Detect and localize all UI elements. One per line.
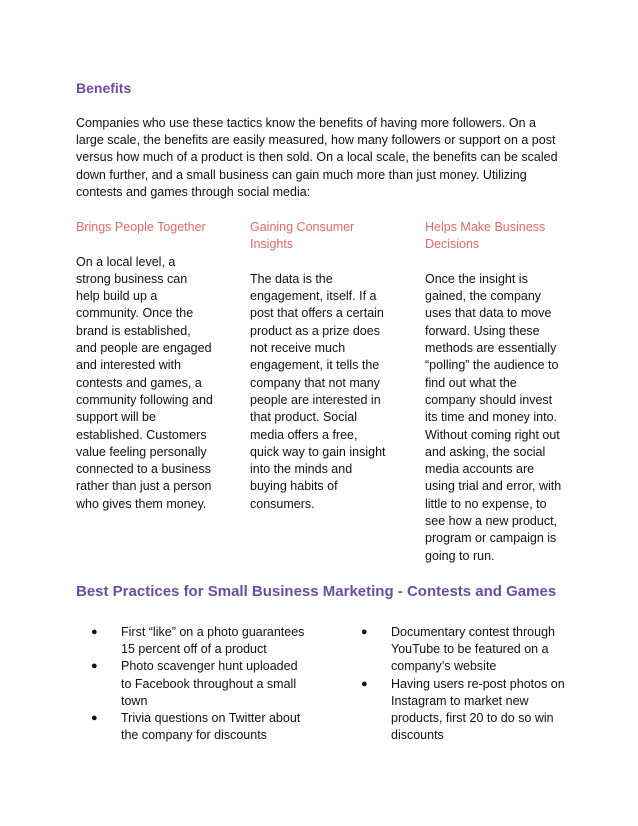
body-line: uses that data to move <box>425 306 552 321</box>
body-line: forward. Using these <box>425 323 540 338</box>
list-item-line: town <box>121 693 148 708</box>
intro-line: Companies who use these tactics know the benefits of having more followers. On a <box>76 116 536 130</box>
body-line: “polling” the audience to <box>425 358 559 373</box>
body-line: find out what the <box>425 375 517 390</box>
list-item-line: Instagram to market new <box>391 693 529 708</box>
bullet-icon: ● <box>361 626 368 638</box>
bullet-icon: ● <box>91 660 98 673</box>
benefit-column-body <box>425 271 590 565</box>
body-line: rather than just a person <box>76 479 212 494</box>
heading-line: Brings People Together <box>76 220 206 234</box>
body-line: product as a prize does <box>250 323 380 338</box>
heading-line: Decisions <box>425 237 480 252</box>
benefits-intro <box>76 115 576 201</box>
body-line: going to run. <box>425 548 495 563</box>
benefit-column-brings-people-together <box>76 219 241 513</box>
bullet-icon: ● <box>91 626 98 638</box>
list-item-line: products, first 20 to do so win <box>391 711 554 726</box>
benefit-column-body <box>76 254 241 513</box>
body-line: buying habits of <box>250 479 338 494</box>
benefit-column-heading <box>76 219 241 236</box>
intro-line: versus how much of a product is then sold. On a local scale, the benefits can be scaled <box>76 150 558 165</box>
body-line: post that offers a certain <box>250 306 384 321</box>
body-line: connected to a business <box>76 462 211 477</box>
list-item-line: 15 percent off of a product <box>121 642 267 657</box>
body-line: its time and money into. <box>425 410 558 425</box>
body-line: little to no expense, to <box>425 496 547 511</box>
body-line: and asking, the social <box>425 444 546 459</box>
body-line: Once the insight is <box>425 271 528 286</box>
list-item-line: to Facebook throughout a small <box>121 676 297 691</box>
best-practices-list-right <box>361 624 611 744</box>
intro-line: large scale, the benefits are easily measured, how many followers or support on a post <box>76 133 556 148</box>
body-line: see how a new product, <box>425 514 558 529</box>
list-item-line: Documentary contest through <box>391 625 555 639</box>
benefit-column-gaining-consumer-insights <box>250 219 415 513</box>
body-line: not receive much <box>250 341 346 356</box>
body-line: community following and <box>76 392 213 407</box>
body-line: company that not many <box>250 375 380 390</box>
intro-line: contests and games through social media: <box>76 184 311 199</box>
body-line: help build up a <box>76 289 158 304</box>
heading-line: Helps Make Business <box>425 220 546 234</box>
body-line: support will be <box>76 410 156 425</box>
body-line: engagement, it tells the <box>250 358 380 373</box>
intro-line: down further, and a small business can gain much more than just money. Utilizing <box>76 167 527 182</box>
body-line: media accounts are <box>425 462 535 477</box>
body-line: media offers a free, <box>250 427 358 442</box>
body-line: company should invest <box>425 392 553 407</box>
body-line: people are interested in <box>250 392 381 407</box>
body-line: The data is the <box>250 271 333 286</box>
list-item-line: Photo scavenger hunt uploaded <box>121 659 298 674</box>
list-item <box>91 710 341 744</box>
body-line: quick way to gain insight <box>250 444 386 459</box>
list-item-line: Trivia questions on Twitter about <box>121 711 301 726</box>
body-line: and interested with <box>76 358 181 373</box>
body-line: program or campaign is <box>425 531 557 546</box>
bullet-icon: ● <box>361 677 368 690</box>
body-line: into the minds and <box>250 462 353 477</box>
heading-line: Gaining Consumer <box>250 220 355 234</box>
body-line: methods are essentially <box>425 341 557 356</box>
body-line: consumers. <box>250 496 315 511</box>
body-line: that product. Social <box>250 410 358 425</box>
body-line: Without coming right out <box>425 427 560 442</box>
body-line: engagement, itself. If a <box>250 289 377 304</box>
list-item-line: Having users re-post photos on <box>391 676 565 691</box>
body-line: brand is established, <box>76 323 191 338</box>
list-item <box>91 658 341 710</box>
best-practices-heading: Best Practices for Small Business Marketing - Contests and Games <box>76 583 557 600</box>
body-line: established. Customers <box>76 427 207 442</box>
list-item-line: First “like” on a photo guarantees <box>121 625 305 639</box>
body-line: On a local level, a <box>76 254 176 269</box>
body-line: strong business can <box>76 271 188 286</box>
benefit-column-body <box>250 271 415 513</box>
benefit-column-helps-make-business-decisions <box>425 219 590 565</box>
benefit-column-heading <box>250 219 415 254</box>
list-item-line: company’s website <box>391 659 497 674</box>
body-line: contests and games, a <box>76 375 202 390</box>
best-practices-list-left <box>91 624 341 744</box>
body-line: using trial and error, with <box>425 479 562 494</box>
body-line: gained, the company <box>425 289 542 304</box>
benefits-heading: Benefits <box>76 80 132 96</box>
list-item-line: the company for discounts <box>121 728 267 743</box>
heading-line: Insights <box>250 237 294 252</box>
list-item-line: discounts <box>391 728 444 743</box>
list-item <box>361 676 611 745</box>
body-line: and people are engaged <box>76 341 212 356</box>
bullet-icon: ● <box>91 712 98 725</box>
list-item <box>91 624 341 658</box>
body-line: who gives them money. <box>76 496 207 511</box>
body-line: value feeling personally <box>76 444 207 459</box>
list-item <box>361 624 611 676</box>
list-item-line: YouTube to be featured on a <box>391 642 549 657</box>
benefit-column-heading <box>425 219 590 254</box>
body-line: community. Once the <box>76 306 194 321</box>
